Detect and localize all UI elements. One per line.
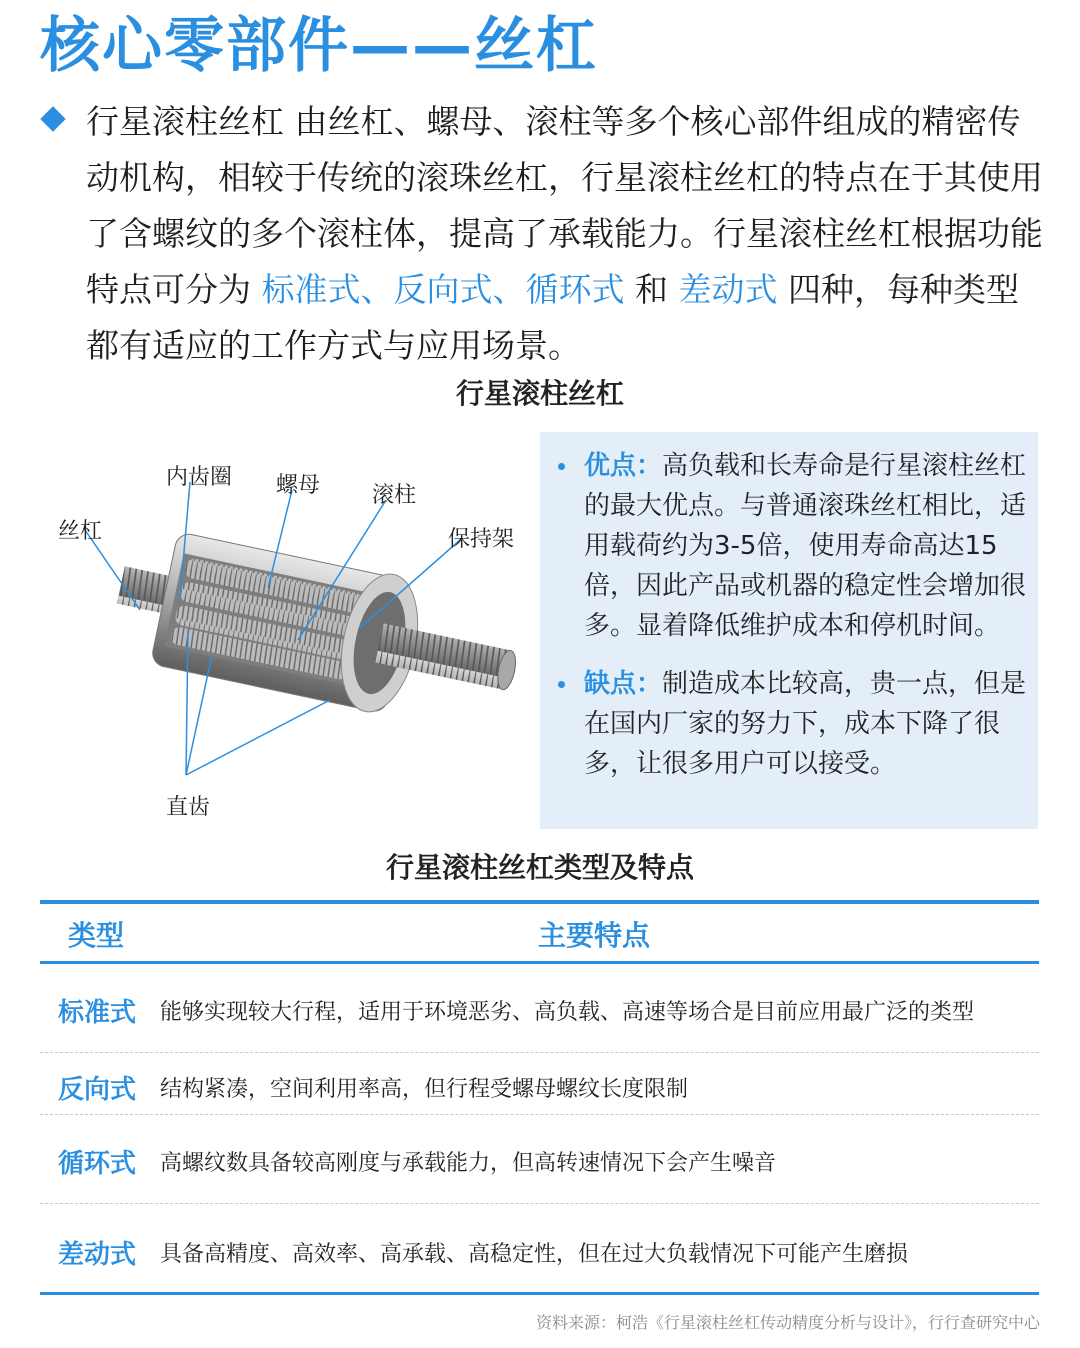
pros-label: 优点： <box>584 451 663 481</box>
roller-screw-diagram <box>30 430 540 830</box>
diamond-bullet-icon <box>40 106 65 131</box>
label-inner-ring: 内齿圈 <box>166 465 233 490</box>
intro-part-2: 和 <box>624 270 679 309</box>
label-nut: 螺母 <box>276 473 321 498</box>
label-screw: 丝杠 <box>58 519 103 544</box>
types-table <box>40 900 1039 1295</box>
cons-text: 制造成本比较高，贵一点，但是在国内厂家的努力下，成本下降了很多，让很多用户可以接受。 <box>584 669 1027 779</box>
intro-paragraph <box>44 94 1044 374</box>
pros-text: 高负载和长寿命是行星滚柱丝杠的最大优点。与普通滚珠丝杠相比，适用载荷约为3-5倍，使用寿命高达15倍，因此产品或机器的稳定性会增加很多。显着降低维护成本和停机时间。 <box>584 451 1027 641</box>
header-feature: 主要特点 <box>538 919 651 952</box>
row-type: 反向式 <box>58 1075 137 1105</box>
bullet-dot-icon <box>558 681 565 688</box>
intro-text <box>86 94 1044 374</box>
row-feature: 结构紧凑，空间利用率高，但行程受螺母螺纹长度限制 <box>160 1077 689 1102</box>
label-roller: 滚柱 <box>372 483 417 508</box>
table-row <box>40 964 1039 1053</box>
table-row <box>40 1204 1039 1295</box>
intro-part-3: 四种，每种类型都有适应的工作方式与应用场景。 <box>86 270 1019 365</box>
row-feature: 高螺纹数具备较高刚度与承载能力，但高转速情况下会产生噪音 <box>160 1151 777 1176</box>
table-title: 行星滚柱丝杠类型及特点 <box>385 851 694 884</box>
page-title: 核心零部件——丝杠 <box>40 11 598 81</box>
intro-highlight-types: 标准式、反向式、循环式 <box>261 270 625 309</box>
table-row <box>40 1053 1039 1115</box>
intro-highlight-differential: 差动式 <box>678 270 778 309</box>
row-feature: 能够实现较大行程，适用于环境恶劣、高负载、高速等场合是目前应用最广泛的类型 <box>160 1000 975 1025</box>
cons-label: 缺点： <box>584 669 663 699</box>
label-cage: 保持架 <box>448 527 515 552</box>
cons-item <box>556 664 1028 784</box>
row-type: 差动式 <box>58 1240 137 1270</box>
row-type: 标准式 <box>58 998 137 1028</box>
row-type: 循环式 <box>58 1149 137 1179</box>
header-type: 类型 <box>68 919 125 952</box>
bullet-dot-icon <box>558 463 565 470</box>
label-spur-gear: 直齿 <box>166 795 211 820</box>
table-header <box>40 900 1039 964</box>
diagram-title: 行星滚柱丝杠 <box>455 377 624 410</box>
table-row <box>40 1115 1039 1204</box>
pros-item <box>556 446 1028 646</box>
pros-cons-panel <box>540 432 1038 829</box>
row-feature: 具备高精度、高效率、高承载、高稳定性，但在过大负载情况下可能产生磨损 <box>160 1242 909 1267</box>
intro-part-1: 行星滚柱丝杠 由丝杠、螺母、滚柱等多个核心部件组成的精密传动机构，相较于传统的滚珠丝杠，行星滚柱丝杠的特点在于其使用了含螺纹的多个滚柱体，提高了承载能力。行星滚柱丝杠根据功能特点可分为 <box>86 102 1043 309</box>
source-note: 资料来源：柯浩《行星滚柱丝杠传动精度分析与设计》，行行查研究中心 <box>535 1313 1040 1332</box>
